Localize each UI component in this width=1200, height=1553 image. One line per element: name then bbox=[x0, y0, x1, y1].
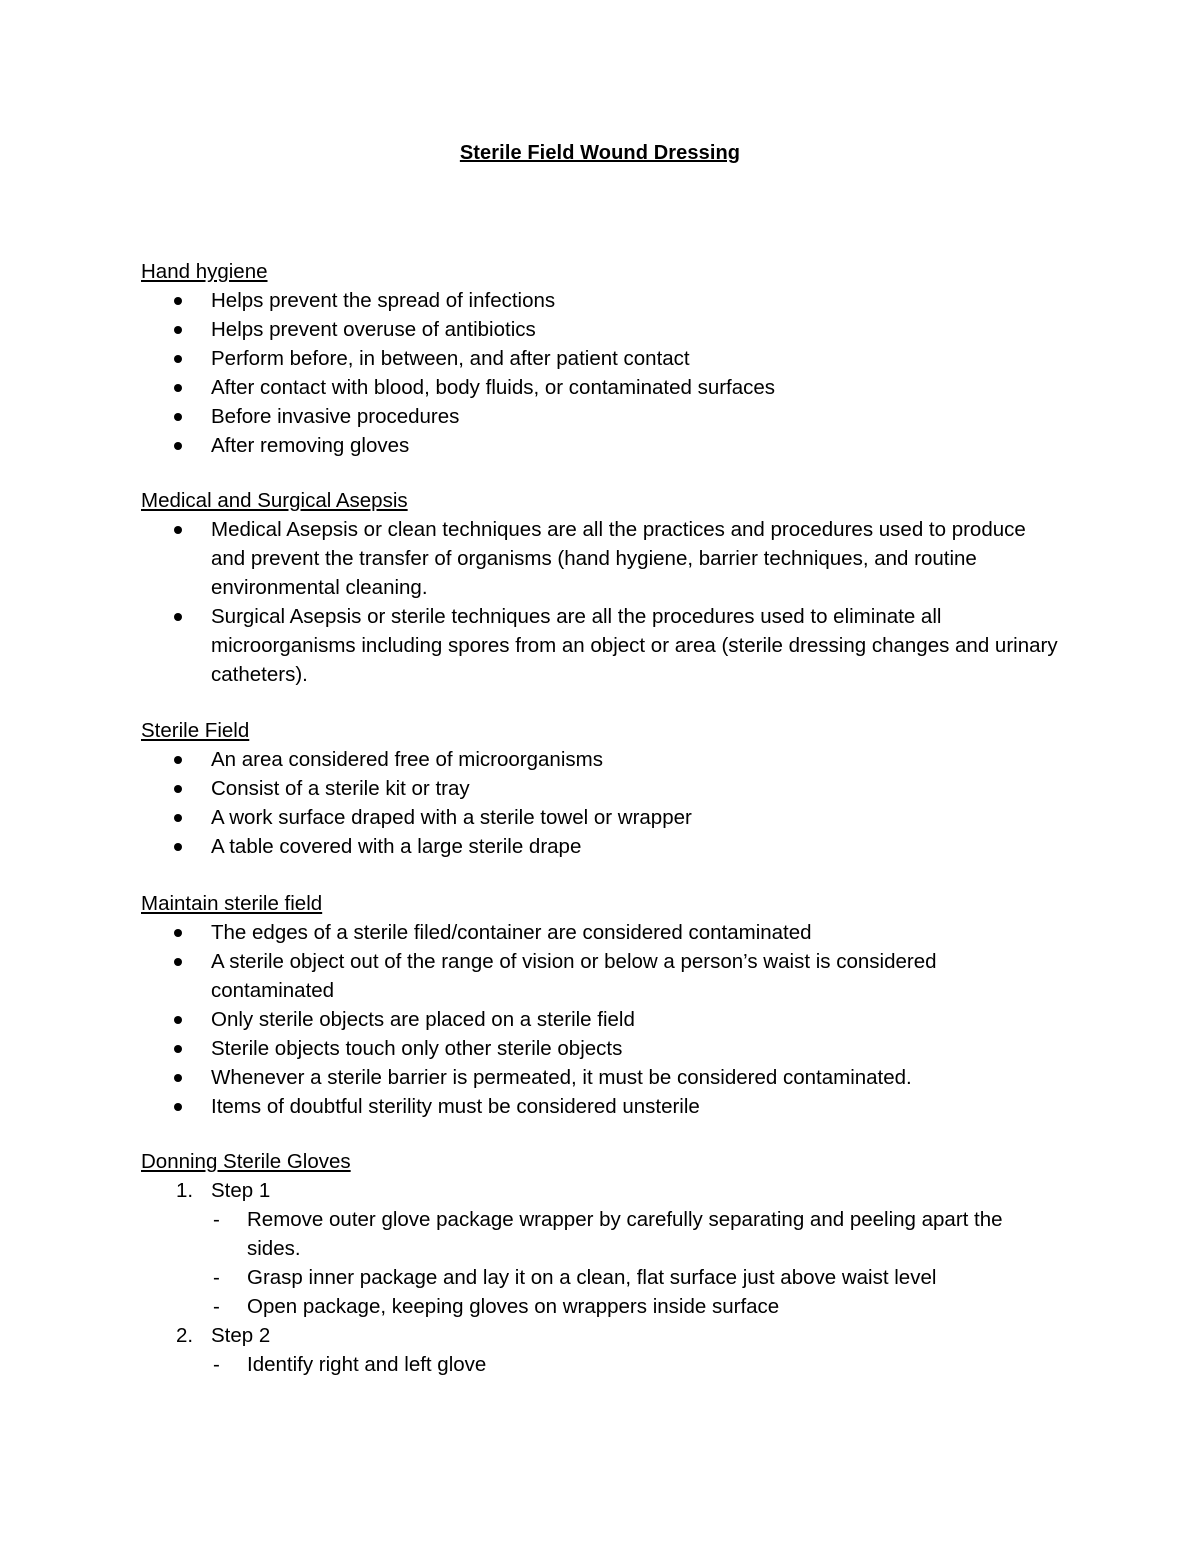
page-title: Sterile Field Wound Dressing bbox=[459, 142, 741, 164]
sub-item: - Identify right and left glove bbox=[141, 1350, 1061, 1379]
step-line bbox=[141, 1176, 1061, 1205]
bullet-list bbox=[141, 918, 1061, 1121]
section-heading: Medical and Surgical Asepsis bbox=[141, 489, 408, 512]
section-maintain-sterile-field bbox=[141, 889, 1061, 1121]
step-number: 2. bbox=[176, 1324, 194, 1347]
list-item: Helps prevent overuse of antibiotics bbox=[141, 315, 1061, 344]
section-donning-sterile-gloves bbox=[141, 1147, 1061, 1379]
sub-item: - Remove outer glove package wrapper by carefully separating and peeling apart the sides. bbox=[141, 1205, 1061, 1263]
sub-item: - Open package, keeping gloves on wrappers inside surface bbox=[141, 1292, 1061, 1321]
bullet-icon bbox=[174, 355, 182, 363]
sub-list bbox=[141, 1205, 1061, 1321]
bullet-icon bbox=[174, 526, 182, 534]
step-item bbox=[141, 1321, 1061, 1379]
bullet-icon bbox=[174, 613, 182, 621]
section-asepsis bbox=[141, 486, 1061, 689]
bullet-list bbox=[141, 745, 1061, 861]
step-item bbox=[141, 1176, 1061, 1321]
list-item: Surgical Asepsis or sterile techniques are all the procedures used to eliminate all microorganisms including spores from an object or area (sterile dressing changes and urinary catheters). bbox=[141, 602, 1061, 689]
bullet-icon bbox=[174, 1103, 182, 1111]
step-line bbox=[141, 1321, 1061, 1350]
list-item: Perform before, in between, and after patient contact bbox=[141, 344, 1061, 373]
step-number: 1. bbox=[176, 1179, 194, 1202]
bullet-list bbox=[141, 286, 1061, 460]
bullet-icon bbox=[174, 442, 182, 450]
dash-icon: - bbox=[213, 1295, 220, 1318]
dash-icon: - bbox=[213, 1266, 220, 1289]
bullet-icon bbox=[174, 1016, 182, 1024]
step-list bbox=[141, 1176, 1061, 1379]
bullet-icon bbox=[174, 1045, 182, 1053]
sub-item: - Grasp inner package and lay it on a clean, flat surface just above waist level bbox=[141, 1263, 1061, 1292]
list-item: Before invasive procedures bbox=[141, 402, 1061, 431]
bullet-icon bbox=[174, 297, 182, 305]
list-item: A table covered with a large sterile drape bbox=[141, 832, 1061, 861]
list-item: Helps prevent the spread of infections bbox=[141, 286, 1061, 315]
section-sterile-field bbox=[141, 716, 1061, 861]
section-heading: Hand hygiene bbox=[141, 260, 268, 283]
sub-list bbox=[141, 1350, 1061, 1379]
list-item: The edges of a sterile filed/container are considered contaminated bbox=[141, 918, 1061, 947]
list-item: An area considered free of microorganisms bbox=[141, 745, 1061, 774]
bullet-icon bbox=[174, 929, 182, 937]
bullet-icon bbox=[174, 1074, 182, 1082]
list-item: A work surface draped with a sterile towel or wrapper bbox=[141, 803, 1061, 832]
list-item: A sterile object out of the range of vision or below a person’s waist is considered contaminated bbox=[141, 947, 1061, 1005]
list-item: Whenever a sterile barrier is permeated, it must be considered contaminated. bbox=[141, 1063, 1061, 1092]
step-label: Step 2 bbox=[211, 1324, 271, 1347]
bullet-icon bbox=[174, 843, 182, 851]
list-item: Medical Asepsis or clean techniques are all the practices and procedures used to produce and prevent the transfer of organisms (hand hygiene, barrier techniques, and routine environmental cleaning. bbox=[141, 515, 1061, 602]
list-item: Sterile objects touch only other sterile objects bbox=[141, 1034, 1061, 1063]
list-item: After contact with blood, body fluids, or contaminated surfaces bbox=[141, 373, 1061, 402]
bullet-icon bbox=[174, 413, 182, 421]
list-item: Only sterile objects are placed on a sterile field bbox=[141, 1005, 1061, 1034]
bullet-icon bbox=[174, 326, 182, 334]
bullet-list bbox=[141, 515, 1061, 689]
list-item: Items of doubtful sterility must be considered unsterile bbox=[141, 1092, 1061, 1121]
dash-icon: - bbox=[213, 1208, 220, 1231]
bullet-icon bbox=[174, 756, 182, 764]
bullet-icon bbox=[174, 814, 182, 822]
list-item: Consist of a sterile kit or tray bbox=[141, 774, 1061, 803]
section-hand-hygiene bbox=[141, 257, 1061, 460]
section-heading: Sterile Field bbox=[141, 719, 250, 742]
section-heading: Maintain sterile field bbox=[141, 892, 323, 915]
bullet-icon bbox=[174, 958, 182, 966]
step-label: Step 1 bbox=[211, 1179, 271, 1202]
bullet-icon bbox=[174, 384, 182, 392]
bullet-icon bbox=[174, 785, 182, 793]
section-heading: Donning Sterile Gloves bbox=[141, 1150, 351, 1173]
dash-icon: - bbox=[213, 1353, 220, 1376]
list-item: After removing gloves bbox=[141, 431, 1061, 460]
